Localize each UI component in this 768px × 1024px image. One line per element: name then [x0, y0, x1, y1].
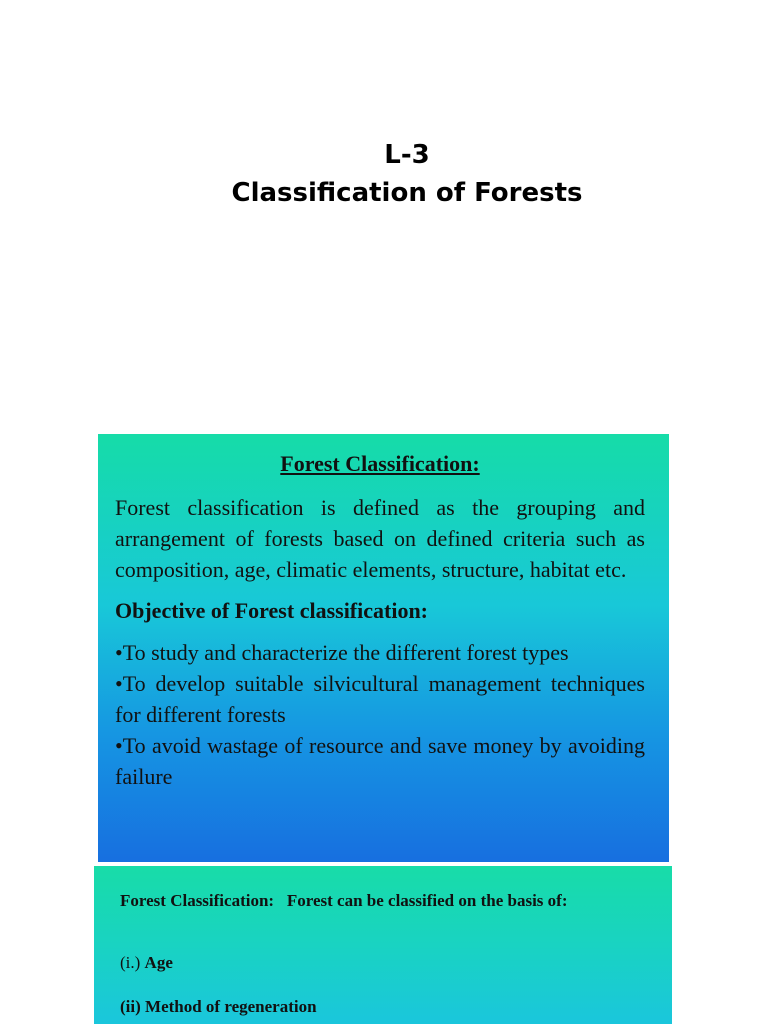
slide-classification-basis	[94, 866, 672, 1024]
objective-list	[115, 637, 645, 792]
lecture-number: L-3	[384, 140, 430, 170]
title-block	[0, 136, 768, 212]
basis-item-label: Age	[144, 953, 173, 972]
slide-heading: Forest Classification:	[280, 451, 480, 476]
list-item: •To develop suitable silvicultural management techniques for different forests	[115, 671, 645, 727]
basis-item-prefix: (i.)	[120, 953, 145, 972]
slide-forest-classification-definition	[98, 434, 669, 862]
slide-lead-text: Forest Classification: Forest can be classified on the basis of:	[120, 891, 568, 910]
list-item: •To study and characterize the different forest types	[115, 640, 569, 665]
objective-heading: Objective of Forest classification:	[115, 598, 429, 623]
list-item: •To avoid wastage of resource and save money by avoiding failure	[115, 733, 645, 789]
basis-item-regeneration: (ii) Method of regeneration	[120, 997, 317, 1016]
basis-item-age	[120, 952, 672, 974]
page-title: Classification of Forests	[231, 178, 583, 208]
definition-paragraph: Forest classification is defined as the grouping and arrangement of forests based on defined criteria such as composition, age, climatic elements, structure, habitat etc.	[115, 495, 645, 582]
